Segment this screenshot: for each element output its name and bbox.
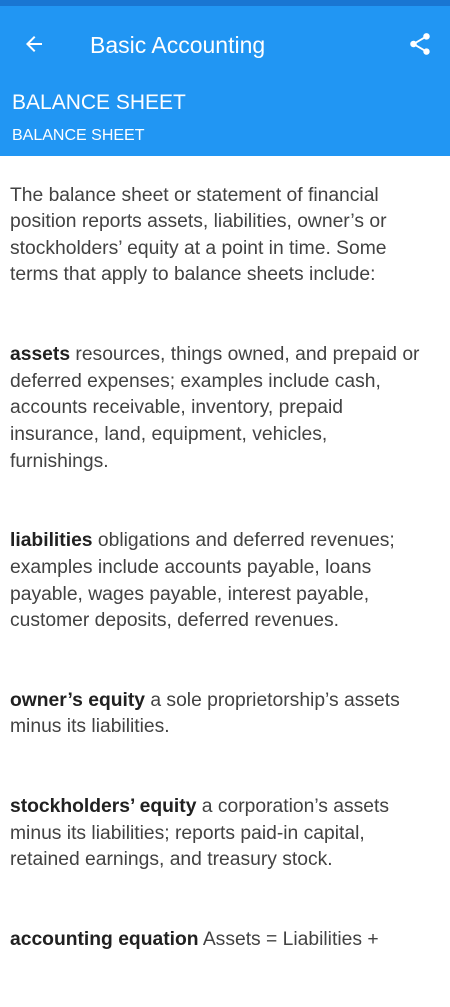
- term-label: assets: [10, 344, 71, 366]
- intro-paragraph: The balance sheet or statement of financial position reports assets, liabilities, owner’s or stockholders’ equity at a point in time. Some terms that apply to balance sheets include:: [10, 184, 387, 286]
- term-label: owner’s equity: [10, 689, 145, 711]
- term-paragraph-assets: [10, 342, 444, 475]
- term-definition: obligations and deferred revenues; examples include accounts payable, loans payable, wages payable, interest payable, customer deposits, deferred revenues.: [10, 530, 395, 632]
- term-paragraph-stockholders-equity: [10, 794, 444, 874]
- arrow-left-icon: [22, 32, 46, 61]
- term-label: stockholders’ equity: [10, 796, 197, 818]
- article-body: [10, 156, 444, 1007]
- term-label: accounting equation: [10, 929, 199, 951]
- section-header: [0, 84, 450, 156]
- term-paragraph-owners-equity: [10, 688, 444, 741]
- share-button[interactable]: [400, 26, 440, 66]
- app-bar: [0, 6, 450, 84]
- term-paragraph-liabilities: [10, 528, 444, 634]
- term-definition: a sole proprietorship’s assets minus its liabilities.: [10, 689, 400, 738]
- term-paragraph-accounting-equation: [10, 927, 444, 954]
- back-button[interactable]: [14, 26, 54, 66]
- term-definition: a corporation’s assets minus its liabilities; reports paid-in capital, retained earnings, and treasury stock.: [10, 796, 390, 871]
- term-definition: Assets = Liabilities +: [198, 929, 379, 951]
- term-label: liabilities: [10, 530, 93, 552]
- term-definition: resources, things owned, and prepaid or deferred expenses; examples include cash, accounts receivable, inventory, prepaid insurance, land, equipment, vehicles, furnishings.: [10, 344, 420, 472]
- section-subtitle: BALANCE SHEET: [12, 127, 145, 144]
- section-title: BALANCE SHEET: [12, 91, 186, 114]
- app-title: Basic Accounting: [90, 32, 266, 58]
- share-icon: [407, 31, 433, 62]
